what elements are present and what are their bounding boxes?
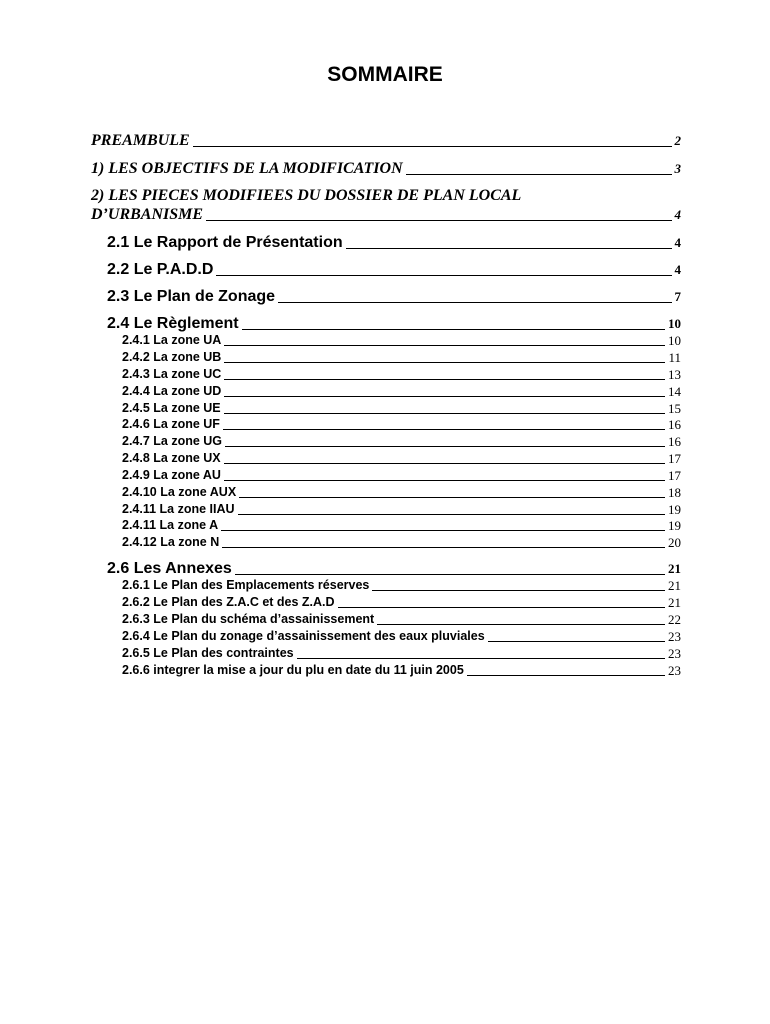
toc-label: 2.4.2 La zone UB — [122, 350, 222, 364]
toc-entry-padd[interactable] — [107, 260, 681, 279]
toc-label: 2.4.4 La zone UD — [122, 384, 222, 398]
toc-page-number: 4 — [674, 235, 681, 250]
toc-label: 2.4.1 La zone UA — [122, 333, 222, 347]
toc-entry-zone[interactable] — [122, 417, 681, 432]
toc-page-number: 10 — [668, 316, 681, 331]
toc-page-number: 19 — [668, 518, 681, 533]
toc-entry-reglement[interactable] — [107, 314, 681, 333]
toc-label-line2: D’URBANISME — [91, 206, 204, 223]
toc-leader — [242, 329, 665, 330]
page-title: SOMMAIRE — [327, 63, 443, 86]
toc-leader — [406, 174, 672, 175]
toc-entry-zone[interactable] — [122, 451, 681, 466]
toc-page-number: 22 — [668, 612, 681, 627]
toc-entry-objectifs[interactable] — [91, 160, 681, 178]
toc-label: 2.4.12 La zone N — [122, 535, 220, 549]
toc-label: 2.2 Le P.A.D.D — [107, 261, 214, 278]
toc-leader — [222, 547, 665, 548]
toc-entry-zone[interactable] — [122, 502, 681, 517]
toc-page-number: 23 — [668, 663, 681, 678]
toc-leader — [488, 641, 665, 642]
toc-label: PREAMBULE — [91, 132, 190, 149]
toc-leader — [224, 379, 665, 380]
toc-leader — [372, 590, 665, 591]
toc-entry-annexe[interactable] — [122, 595, 681, 610]
toc-entry-zone[interactable] — [122, 367, 681, 382]
toc-page-number: 17 — [668, 451, 681, 466]
toc-leader — [221, 530, 665, 531]
toc-label: 2.1 Le Rapport de Présentation — [107, 234, 343, 251]
toc-leader — [206, 220, 671, 221]
toc-label: 2.4.11 La zone IIAU — [122, 502, 235, 516]
toc-entry-zonage[interactable] — [107, 287, 681, 306]
toc-page-number: 17 — [668, 468, 681, 483]
toc-entry-annexe[interactable] — [122, 646, 681, 661]
toc-entry-zone[interactable] — [122, 485, 681, 500]
toc-label: 2.6.5 Le Plan des contraintes — [122, 646, 294, 660]
toc-leader — [224, 396, 665, 397]
toc-leader — [225, 446, 665, 447]
toc-entry-zone[interactable] — [122, 384, 681, 399]
toc-page-number: 21 — [668, 561, 681, 576]
toc-label: 2.4.3 La zone UC — [122, 367, 222, 381]
toc-leader — [224, 480, 665, 481]
toc-label: 2.6.1 Le Plan des Emplacements réserves — [122, 578, 370, 592]
toc-label: 2.6.3 Le Plan du schéma d’assainissement — [122, 612, 375, 626]
toc-leader — [224, 463, 665, 464]
toc-page-number: 16 — [668, 434, 681, 449]
toc-entry-pieces[interactable] — [91, 186, 681, 224]
toc-label: 2.6.6 integrer la mise a jour du plu en date du 11 juin 2005 — [122, 663, 464, 677]
toc-entry-zone[interactable] — [122, 333, 681, 348]
toc-leader — [235, 574, 665, 575]
toc-entry-zone[interactable] — [122, 518, 681, 533]
toc-entry-rapport[interactable] — [107, 233, 681, 252]
toc-page-number: 13 — [668, 367, 681, 382]
toc-label: 2.4.11 La zone A — [122, 518, 219, 532]
toc-leader — [239, 497, 665, 498]
toc-page-number: 10 — [668, 333, 681, 348]
toc-page-number: 21 — [668, 595, 681, 610]
toc-page-number: 4 — [674, 207, 681, 222]
toc-leader — [193, 146, 672, 147]
toc-entry-annexe[interactable] — [122, 612, 681, 627]
toc-leader — [377, 624, 665, 625]
toc-page-number: 11 — [668, 350, 681, 365]
toc-label: 2.6 Les Annexes — [107, 560, 232, 577]
toc-page-number: 15 — [668, 401, 681, 416]
toc-page-number: 18 — [668, 485, 681, 500]
toc-label: 2.4.7 La zone UG — [122, 434, 223, 448]
toc-page-number: 14 — [668, 384, 681, 399]
toc-leader — [338, 607, 665, 608]
toc-leader — [224, 362, 665, 363]
toc-leader — [223, 429, 665, 430]
toc-page-number: 16 — [668, 417, 681, 432]
toc-entry-zone[interactable] — [122, 535, 681, 550]
toc-page-number: 23 — [668, 646, 681, 661]
toc-leader — [224, 413, 665, 414]
toc-leader — [297, 658, 665, 659]
toc-page-number: 21 — [668, 578, 681, 593]
toc-label: 2.4.8 La zone UX — [122, 451, 221, 465]
toc-page-number: 3 — [674, 161, 681, 176]
toc-label: 2.4.5 La zone UE — [122, 401, 221, 415]
toc-page-number: 23 — [668, 629, 681, 644]
toc-leader — [238, 514, 665, 515]
toc-label: 1) LES OBJECTIFS DE LA MODIFICATION — [91, 160, 403, 177]
toc-entry-preambule[interactable] — [91, 132, 681, 150]
toc-label: 2.4.9 La zone AU — [122, 468, 221, 482]
toc-entry-annexe[interactable] — [122, 629, 681, 644]
toc-page-number: 7 — [674, 289, 681, 304]
toc-entry-annexe[interactable] — [122, 578, 681, 593]
toc-label: 2.3 Le Plan de Zonage — [107, 288, 276, 305]
toc-page-number: 2 — [674, 133, 681, 148]
toc-entry-zone[interactable] — [122, 468, 681, 483]
toc-entry-zone[interactable] — [122, 434, 681, 449]
toc-label: 2.6.4 Le Plan du zonage d’assainissement des eaux pluviales — [122, 629, 485, 643]
toc-leader — [467, 675, 665, 676]
toc-label: 2.4 Le Règlement — [107, 315, 239, 332]
toc-label: 2.4.10 La zone AUX — [122, 485, 237, 499]
toc-page-number: 19 — [668, 502, 681, 517]
toc-leader — [346, 248, 672, 249]
toc-entry-annexe[interactable] — [122, 663, 681, 678]
toc-label: 2.4.6 La zone UF — [122, 417, 220, 431]
toc-page-number: 20 — [668, 535, 681, 550]
toc-entry-annexes[interactable] — [107, 559, 681, 578]
toc-leader — [278, 302, 671, 303]
toc-entry-zone[interactable] — [122, 401, 681, 416]
toc-label: 2.6.2 Le Plan des Z.A.C et des Z.A.D — [122, 595, 335, 609]
toc-label-line1: 2) LES PIECES MODIFIEES DU DOSSIER DE PLAN LOCAL — [91, 187, 522, 204]
toc-leader — [216, 275, 671, 276]
toc-page-number: 4 — [674, 262, 681, 277]
toc-entry-zone[interactable] — [122, 350, 681, 365]
toc-leader — [224, 345, 665, 346]
